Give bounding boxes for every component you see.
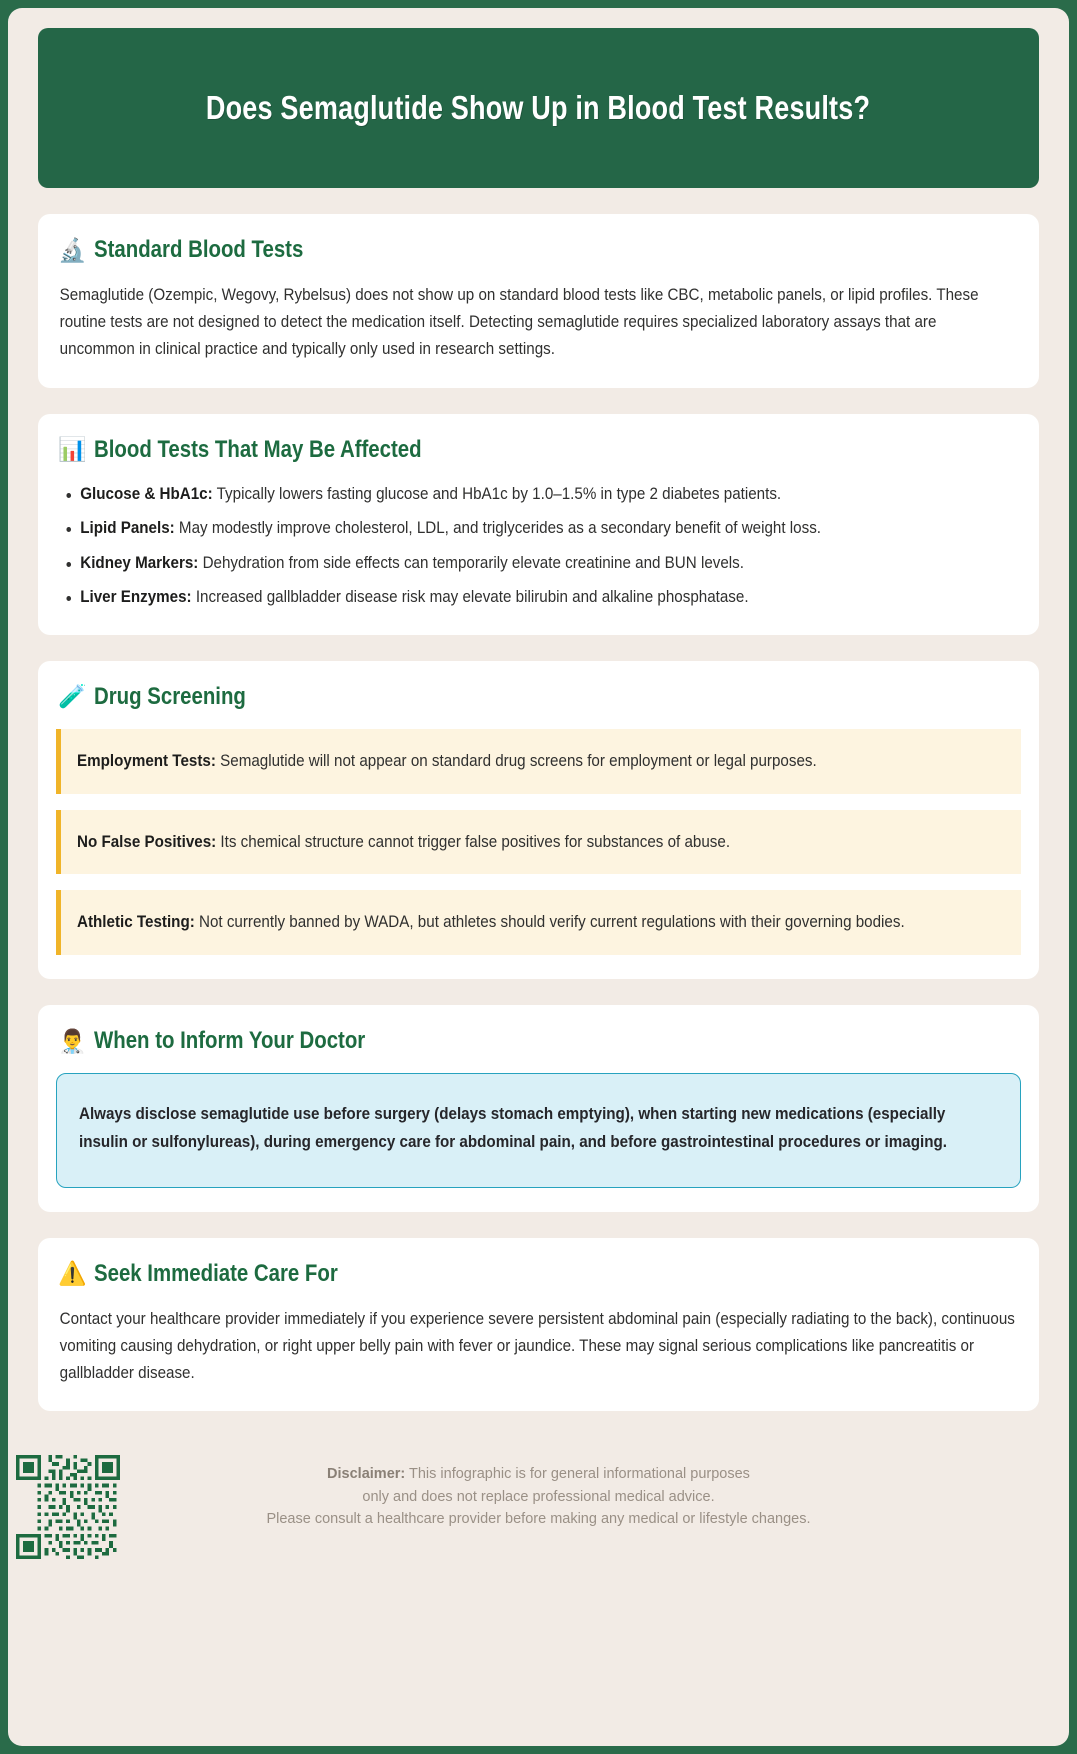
highlight-box-disclose-use: [56, 1073, 1021, 1188]
callout-label: Employment Tests:: [77, 751, 216, 770]
callout-label: No False Positives:: [77, 832, 217, 851]
section-title: Standard Blood Tests: [94, 236, 304, 263]
disclaimer-text-1: This infographic is for general informational purposes: [405, 1466, 750, 1483]
callout-athletic-testing: [56, 890, 1021, 955]
disclaimer-line-1: [38, 1463, 1039, 1485]
list-item: [60, 516, 1015, 542]
section-title: Seek Immediate Care For: [94, 1259, 338, 1287]
list-item-label: Kidney Markers:: [80, 553, 199, 572]
footer: [38, 1437, 1039, 1557]
list-item-text: Increased gallbladder disease risk may elevate bilirubin and alkaline phosphatase.: [191, 588, 749, 607]
callout-content: [77, 909, 1001, 936]
disclaimer-line-3: Please consult a healthcare provider before making any medical or lifestyle changes.: [266, 1511, 811, 1528]
list-item-label: Glucose & HbA1c:: [80, 484, 213, 503]
affected-tests-list: [56, 482, 1021, 611]
microscope-icon: 🔬: [58, 236, 87, 263]
list-item-text: May modestly improve cholesterol, LDL, and triglycerides as a secondary benefit of weight loss.: [174, 519, 822, 538]
section-header: [56, 683, 1021, 711]
callout-label: Athletic Testing:: [77, 913, 195, 932]
section-header: [56, 1027, 1021, 1055]
callout-employment-tests: [56, 729, 1021, 794]
callout-text: Not currently banned by WADA, but athletes should verify current regulations with their governing bodies.: [194, 913, 905, 932]
page-title: Does Semaglutide Show Up in Blood Test Results?: [206, 89, 871, 126]
list-item-text: Dehydration from side effects can temporarily elevate creatinine and BUN levels.: [198, 553, 744, 572]
disclaimer: [38, 1463, 1039, 1530]
section-standard-blood-tests: [38, 214, 1039, 388]
section-title: Blood Tests That May Be Affected: [94, 435, 422, 463]
test-tube-icon: 🧪: [58, 683, 87, 710]
header-banner: [38, 28, 1039, 188]
callout-content: [77, 748, 1001, 775]
highlight-text: Always disclose semaglutide use before surgery (delays stomach emptying), when starting new medications (especially insulin or sulfonylureas), during emergency care for abdominal pain, and before gastrointestinal procedures or imaging.: [79, 1105, 947, 1152]
callout-text: Its chemical structure cannot trigger false positives for substances of abuse.: [216, 832, 731, 851]
section-header: [56, 436, 1021, 464]
section-inform-your-doctor: [38, 1005, 1039, 1212]
list-item: [60, 585, 1015, 611]
list-item-text: Typically lowers fasting glucose and HbA1c by 1.0–1.5% in type 2 diabetes patients.: [212, 484, 782, 503]
section-paragraph: Contact your healthcare provider immediately if you experience severe persistent abdominal pain (especially radiating to the back), continuous vomiting causing dehydration, or right upper belly pain with fever or jaundice. These may signal serious complications like pancreatitis or gallbladder disease.: [59, 1309, 1015, 1383]
callout-text: Semaglutide will not appear on standard drug screens for employment or legal purposes.: [215, 751, 817, 770]
section-title: When to Inform Your Doctor: [94, 1027, 366, 1055]
list-item: [60, 551, 1015, 577]
section-paragraph: Semaglutide (Ozempic, Wegovy, Rybelsus) does not show up on standard blood tests like CBC, metabolic panels, or lipid profiles. These routine tests are not designed to detect the medication itself. Detecting semaglutide requires specialized laboratory assays that are uncommon in clinical practice and typically only used in research settings.: [59, 286, 979, 359]
section-title: Drug Screening: [94, 682, 246, 710]
infographic-poster: [8, 8, 1069, 1746]
warning-triangle-icon: ⚠️: [58, 1260, 87, 1287]
section-seek-immediate-care: [38, 1238, 1039, 1412]
callout-no-false-positives: [56, 810, 1021, 875]
list-item-label: Liver Enzymes:: [80, 588, 192, 607]
section-header: [56, 236, 1021, 264]
section-drug-screening: [38, 661, 1039, 979]
callout-content: [77, 829, 1001, 856]
disclaimer-line-2: only and does not replace professional medical advice.: [362, 1488, 715, 1505]
disclaimer-label: Disclaimer:: [327, 1466, 406, 1483]
list-item: [60, 482, 1015, 508]
doctor-icon: 👨‍⚕️: [58, 1027, 87, 1054]
section-blood-tests-affected: [38, 414, 1039, 635]
bar-chart-icon: 📊: [58, 436, 87, 463]
list-item-label: Lipid Panels:: [80, 519, 175, 538]
section-header: [56, 1260, 1021, 1288]
